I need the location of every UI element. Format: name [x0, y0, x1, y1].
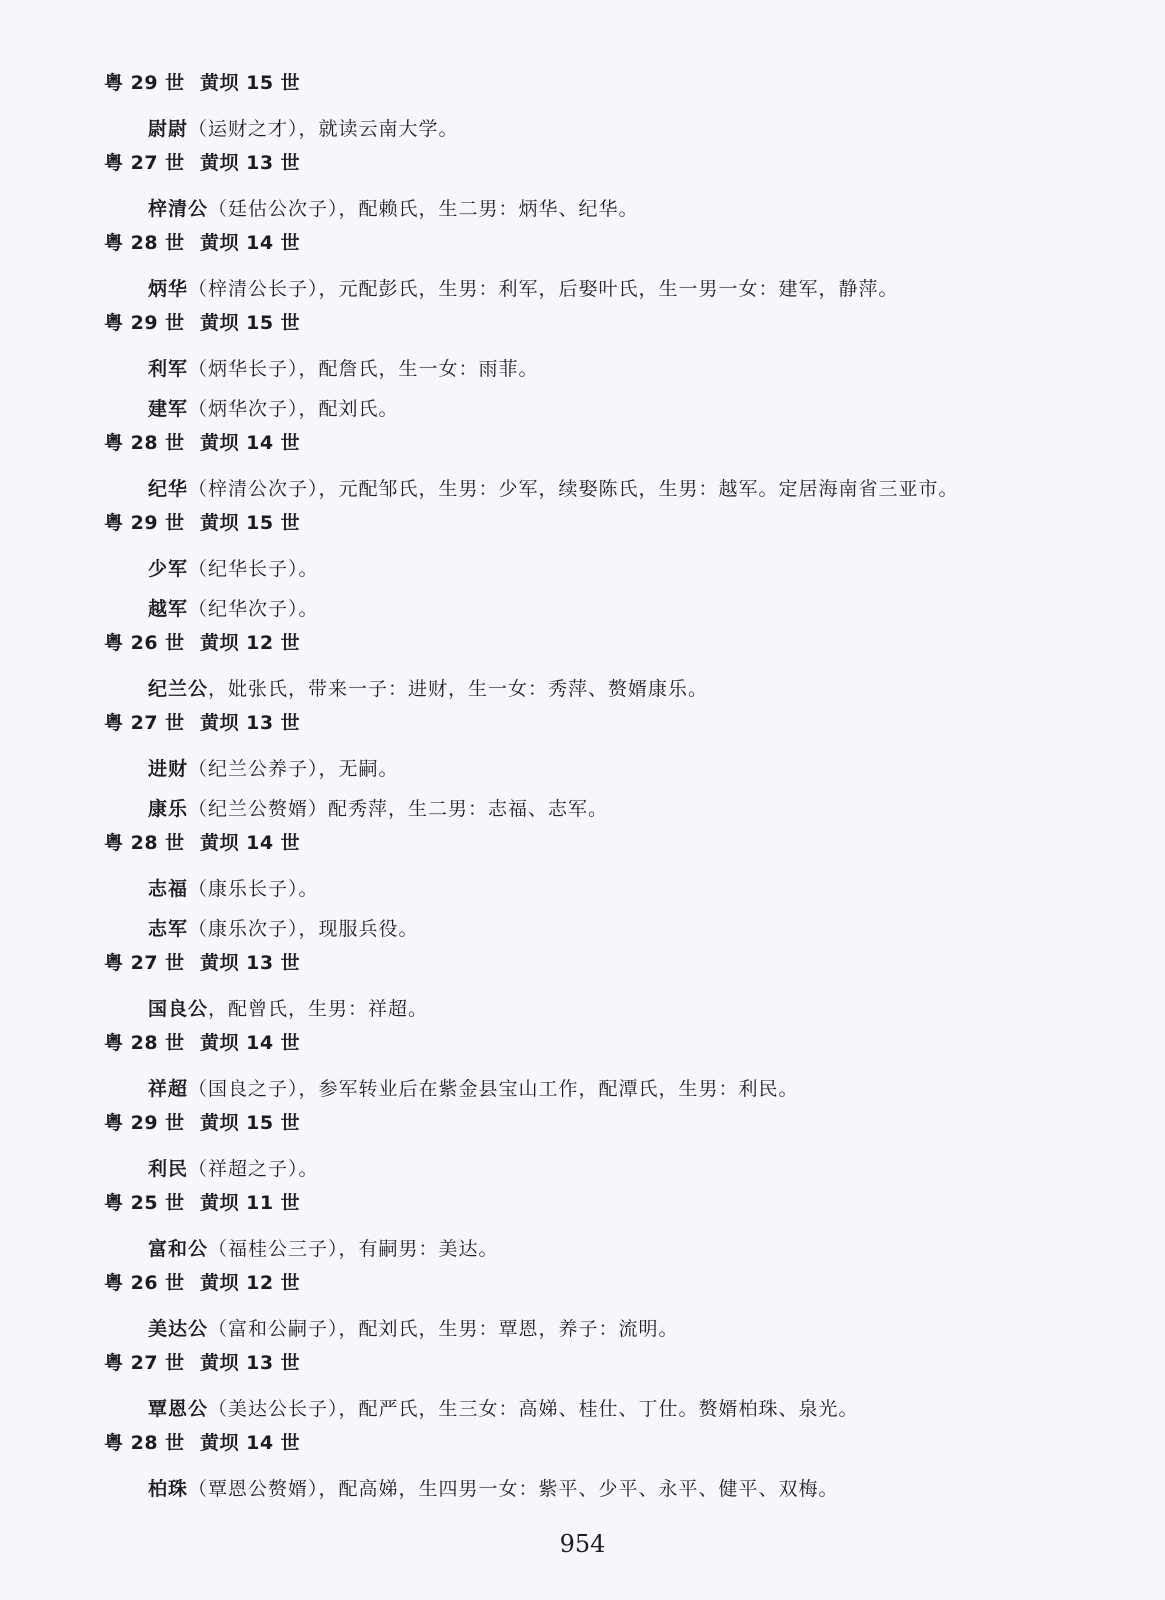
- person-name: 利军: [148, 358, 189, 380]
- person-name: 建军: [148, 398, 189, 420]
- person-name: 梓清公: [148, 198, 209, 220]
- yue-generation: 粤 29 世: [104, 1112, 185, 1134]
- generation-heading: [104, 826, 1104, 866]
- person-entry: [104, 786, 1104, 826]
- person-entry: [104, 1386, 1104, 1426]
- person-description: ，配曾氏，生男：祥超。: [208, 998, 429, 1020]
- person-entry: [104, 866, 1104, 906]
- person-entry: [104, 186, 1104, 226]
- yue-generation: 粤 26 世: [104, 632, 185, 654]
- person-description: （纪兰公赘婿）配秀萍，生二男：志福、志军。: [188, 798, 609, 820]
- person-description: （美达公长子），配严氏，生三女：高娣、桂仕、丁仕。赘婿柏珠、泉光。: [208, 1398, 859, 1420]
- person-name: 柏珠: [148, 1478, 189, 1500]
- person-entry: [104, 586, 1104, 626]
- person-entry: [104, 546, 1104, 586]
- generation-heading: [104, 626, 1104, 666]
- person-description: （纪华长子）。: [188, 558, 319, 580]
- person-description: （炳华长子），配詹氏，生一女：雨菲。: [188, 358, 539, 380]
- person-entry: [104, 266, 1104, 306]
- person-description: ，妣张氏，带来一子：进财，生一女：秀萍、赘婿康乐。: [208, 678, 709, 700]
- person-description: （纪华次子）。: [188, 598, 319, 620]
- person-description: （富和公嗣子），配刘氏，生男：覃恩，养子：流明。: [208, 1318, 679, 1340]
- page-number: 954: [559, 1530, 606, 1558]
- generation-heading: [104, 1266, 1104, 1306]
- person-name: 覃恩公: [148, 1398, 209, 1420]
- person-description: （梓清公长子），元配彭氏，生男：利军，后娶叶氏，生一男一女：建军，静萍。: [188, 278, 899, 300]
- generation-heading: [104, 1346, 1104, 1386]
- person-description: （福桂公三子），有嗣男：美达。: [208, 1238, 499, 1260]
- person-name: 国良公: [148, 998, 209, 1020]
- person-description: （康乐次子），现服兵役。: [188, 918, 419, 940]
- yue-generation: 粤 25 世: [104, 1192, 185, 1214]
- generation-heading: [104, 946, 1104, 986]
- generation-heading: [104, 146, 1104, 186]
- person-description: （运财之才），就读云南大学。: [188, 118, 459, 140]
- huangba-generation: 黄坝 15 世: [200, 1112, 301, 1134]
- generation-heading: [104, 506, 1104, 546]
- person-entry: [104, 1146, 1104, 1186]
- yue-generation: 粤 29 世: [104, 72, 185, 94]
- yue-generation: 粤 27 世: [104, 712, 185, 734]
- huangba-generation: 黄坝 11 世: [200, 1192, 301, 1214]
- yue-generation: 粤 27 世: [104, 1352, 185, 1374]
- person-entry: [104, 386, 1104, 426]
- person-entry: [104, 346, 1104, 386]
- huangba-generation: 黄坝 13 世: [200, 952, 301, 974]
- generation-heading: [104, 1106, 1104, 1146]
- huangba-generation: 黄坝 15 世: [200, 72, 301, 94]
- person-name: 祥超: [148, 1078, 189, 1100]
- person-name: 炳华: [148, 278, 189, 300]
- yue-generation: 粤 29 世: [104, 512, 185, 534]
- huangba-generation: 黄坝 14 世: [200, 1432, 301, 1454]
- huangba-generation: 黄坝 13 世: [200, 712, 301, 734]
- person-name: 纪华: [148, 478, 189, 500]
- person-name: 美达公: [148, 1318, 209, 1340]
- generation-heading: [104, 706, 1104, 746]
- person-name: 少军: [148, 558, 189, 580]
- yue-generation: 粤 28 世: [104, 432, 185, 454]
- person-entry: [104, 1066, 1104, 1106]
- person-entry: [104, 106, 1104, 146]
- person-description: （祥超之子）。: [188, 1158, 319, 1180]
- person-description: （廷估公次子），配赖氏，生二男：炳华、纪华。: [208, 198, 639, 220]
- person-entry: [104, 906, 1104, 946]
- person-name: 志军: [148, 918, 189, 940]
- huangba-generation: 黄坝 15 世: [200, 312, 301, 334]
- person-description: （纪兰公养子），无嗣。: [188, 758, 399, 780]
- person-entry: [104, 1466, 1104, 1506]
- yue-generation: 粤 29 世: [104, 312, 185, 334]
- person-description: （康乐长子）。: [188, 878, 319, 900]
- generation-heading: [104, 1426, 1104, 1466]
- person-name: 康乐: [148, 798, 189, 820]
- huangba-generation: 黄坝 14 世: [200, 832, 301, 854]
- generation-heading: [104, 66, 1104, 106]
- person-entry: [104, 746, 1104, 786]
- person-description: （炳华次子），配刘氏。: [188, 398, 399, 420]
- person-name: 纪兰公: [148, 678, 209, 700]
- huangba-generation: 黄坝 12 世: [200, 1272, 301, 1294]
- person-name: 富和公: [148, 1238, 209, 1260]
- person-description: （国良之子），参军转业后在紫金县宝山工作，配潭氏，生男：利民。: [188, 1078, 799, 1100]
- generation-heading: [104, 426, 1104, 466]
- person-entry: [104, 466, 1104, 506]
- generation-heading: [104, 1186, 1104, 1226]
- generation-heading: [104, 226, 1104, 266]
- generation-heading: [104, 1026, 1104, 1066]
- yue-generation: 粤 27 世: [104, 152, 185, 174]
- person-entry: [104, 1226, 1104, 1266]
- huangba-generation: 黄坝 15 世: [200, 512, 301, 534]
- huangba-generation: 黄坝 13 世: [200, 1352, 301, 1374]
- person-name: 越军: [148, 598, 189, 620]
- genealogy-content: [104, 66, 1104, 1506]
- person-entry: [104, 986, 1104, 1026]
- person-name: 进财: [148, 758, 189, 780]
- yue-generation: 粤 28 世: [104, 1432, 185, 1454]
- person-name: 志福: [148, 878, 189, 900]
- person-description: （覃恩公赘婿），配高娣，生四男一女：紫平、少平、永平、健平、双梅。: [188, 1478, 839, 1500]
- person-name: 尉尉: [148, 118, 189, 140]
- yue-generation: 粤 28 世: [104, 832, 185, 854]
- person-name: 利民: [148, 1158, 189, 1180]
- person-entry: [104, 1306, 1104, 1346]
- huangba-generation: 黄坝 14 世: [200, 432, 301, 454]
- generation-heading: [104, 306, 1104, 346]
- yue-generation: 粤 28 世: [104, 1032, 185, 1054]
- yue-generation: 粤 27 世: [104, 952, 185, 974]
- person-description: （梓清公次子），元配邹氏，生男：少军，续娶陈氏，生男：越军。定居海南省三亚市。: [188, 478, 959, 500]
- huangba-generation: 黄坝 14 世: [200, 1032, 301, 1054]
- huangba-generation: 黄坝 14 世: [200, 232, 301, 254]
- person-entry: [104, 666, 1104, 706]
- huangba-generation: 黄坝 12 世: [200, 632, 301, 654]
- yue-generation: 粤 28 世: [104, 232, 185, 254]
- huangba-generation: 黄坝 13 世: [200, 152, 301, 174]
- yue-generation: 粤 26 世: [104, 1272, 185, 1294]
